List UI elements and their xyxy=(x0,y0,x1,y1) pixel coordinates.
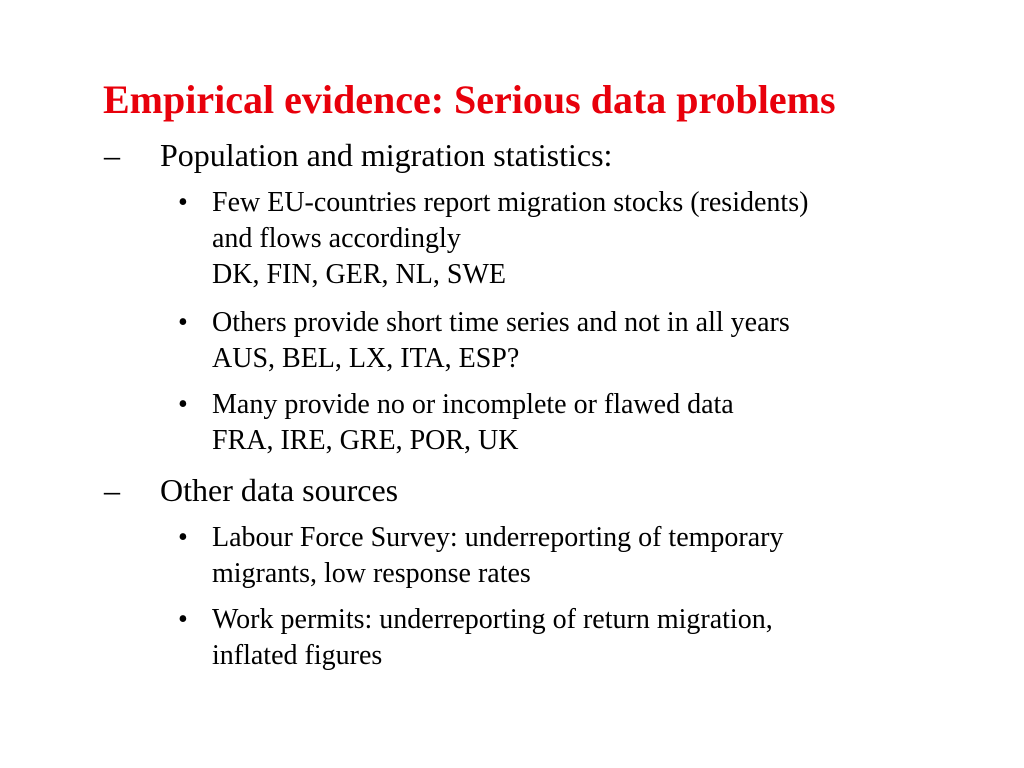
dash-marker: – xyxy=(104,137,120,173)
bullet-marker: • xyxy=(178,187,188,218)
bullet-marker: • xyxy=(178,522,188,553)
list-item-line: DK, FIN, GER, NL, SWE xyxy=(212,259,506,290)
list-item-line: Many provide no or incomplete or flawed data xyxy=(212,389,734,420)
section-heading-text: Population and migration statistics: xyxy=(160,137,613,173)
bullet-marker: • xyxy=(178,389,188,420)
dash-marker: – xyxy=(104,472,120,508)
list-item-line: Few EU-countries report migration stocks (residents) xyxy=(212,187,809,218)
list-item-line: AUS, BEL, LX, ITA, ESP? xyxy=(212,343,520,374)
bullet-marker: • xyxy=(178,604,188,635)
list-item-line: inflated figures xyxy=(212,640,383,671)
list-item-line: Work permits: underreporting of return migration, xyxy=(212,604,773,635)
list-item-line: migrants, low response rates xyxy=(212,558,531,589)
slide-title: Empirical evidence: Serious data problems xyxy=(103,77,836,122)
section-heading-text: Other data sources xyxy=(160,472,399,508)
list-item-line: Others provide short time series and not in all years xyxy=(212,307,790,338)
list-item-line: FRA, IRE, GRE, POR, UK xyxy=(212,425,519,456)
bullet-marker: • xyxy=(178,307,188,338)
list-item-line: Labour Force Survey: underreporting of temporary xyxy=(212,522,784,553)
list-item-line: and flows accordingly xyxy=(212,223,461,254)
